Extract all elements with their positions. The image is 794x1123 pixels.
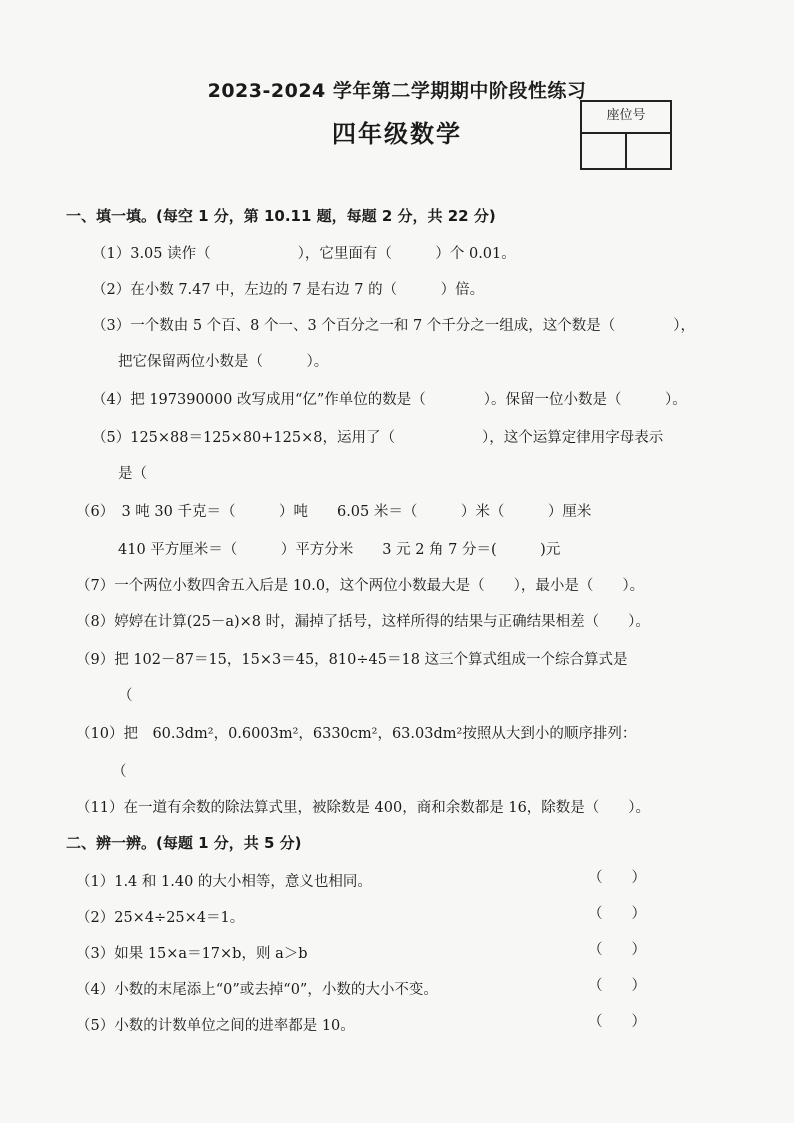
question-line: （ — [112, 764, 127, 780]
question-line: （7）一个两位小数四舍五入后是 10.0，这个两位小数最大是（ ），最小是（ ）。 — [76, 578, 645, 594]
section-1-title: 一、填一填。(每空 1 分，第 10.11 题，每题 2 分，共 22 分) — [66, 207, 496, 225]
judge-item-blank[interactable]: （ ） — [588, 942, 646, 958]
question-line: 是（ — [118, 466, 147, 482]
question-line: （10）把 60.3dm²，0.6003m²，6330cm²，63.03dm²按照从大到小的顺序排列： — [76, 726, 637, 742]
judge-item-text: （2）25×4÷25×4＝1。 — [76, 910, 245, 926]
judge-item-blank[interactable]: （ ） — [588, 906, 646, 922]
judge-item-text: （4）小数的末尾添上“0”或去掉“0”，小数的大小不变。 — [76, 982, 438, 998]
question-line: （11）在一道有余数的除法算式里，被除数是 400，商和余数都是 16，除数是（ ）。 — [76, 800, 651, 816]
seat-number-box — [580, 100, 672, 170]
section-2-title: 二、辨一辨。(每题 1 分，共 5 分) — [66, 834, 302, 852]
question-line: 把它保留两位小数是（ ）。 — [118, 354, 329, 370]
question-line: （5）125×88＝125×80+125×8，运用了（ ），这个运算定律用字母表示 — [92, 430, 664, 446]
question-line: （2）在小数 7.47 中，左边的 7 是右边 7 的（ ）倍。 — [92, 282, 485, 298]
question-line: （1）3.05 读作（ ），它里面有（ ）个 0.01。 — [92, 246, 516, 262]
judge-item-blank[interactable]: （ ） — [588, 870, 646, 886]
seat-cell-1[interactable] — [582, 134, 627, 170]
exam-title: 2023-2024 学年第二学期期中阶段性练习 — [207, 80, 587, 102]
seat-number-label: 座位号 — [582, 102, 670, 134]
exam-subtitle: 四年级数学 — [332, 120, 462, 148]
seat-cell-2[interactable] — [627, 134, 670, 170]
judge-item-text: （3）如果 15×a＝17×b，则 a＞b — [76, 946, 308, 962]
question-line: （6） 3 吨 30 千克＝（ ）吨 6.05 米＝（ ）米（ ）厘米 — [76, 504, 592, 520]
question-line: （ — [118, 688, 133, 704]
question-line: （8）婷婷在计算(25－a)×8 时，漏掉了括号，这样所得的结果与正确结果相差（ ）。 — [76, 614, 650, 630]
judge-item-blank[interactable]: （ ） — [588, 978, 646, 994]
question-line: （9）把 102－87＝15，15×3＝45，810÷45＝18 这三个算式组成一个综合算式是 — [76, 652, 628, 668]
question-line: 410 平方厘米＝（ ）平方分米 3 元 2 角 7 分＝( )元 — [118, 542, 561, 558]
question-line: （4）把 197390000 改写成用“亿”作单位的数是（ ）。保留一位小数是（ ）。 — [92, 392, 687, 408]
judge-item-text: （1）1.4 和 1.40 的大小相等，意义也相同。 — [76, 874, 372, 890]
judge-item-text: （5）小数的计数单位之间的进率都是 10。 — [76, 1018, 355, 1034]
question-line: （3）一个数由 5 个百、8 个一、3 个百分之一和 7 个千分之一组成，这个数是（ ）， — [92, 318, 696, 334]
judge-item-blank[interactable]: （ ） — [588, 1014, 646, 1030]
